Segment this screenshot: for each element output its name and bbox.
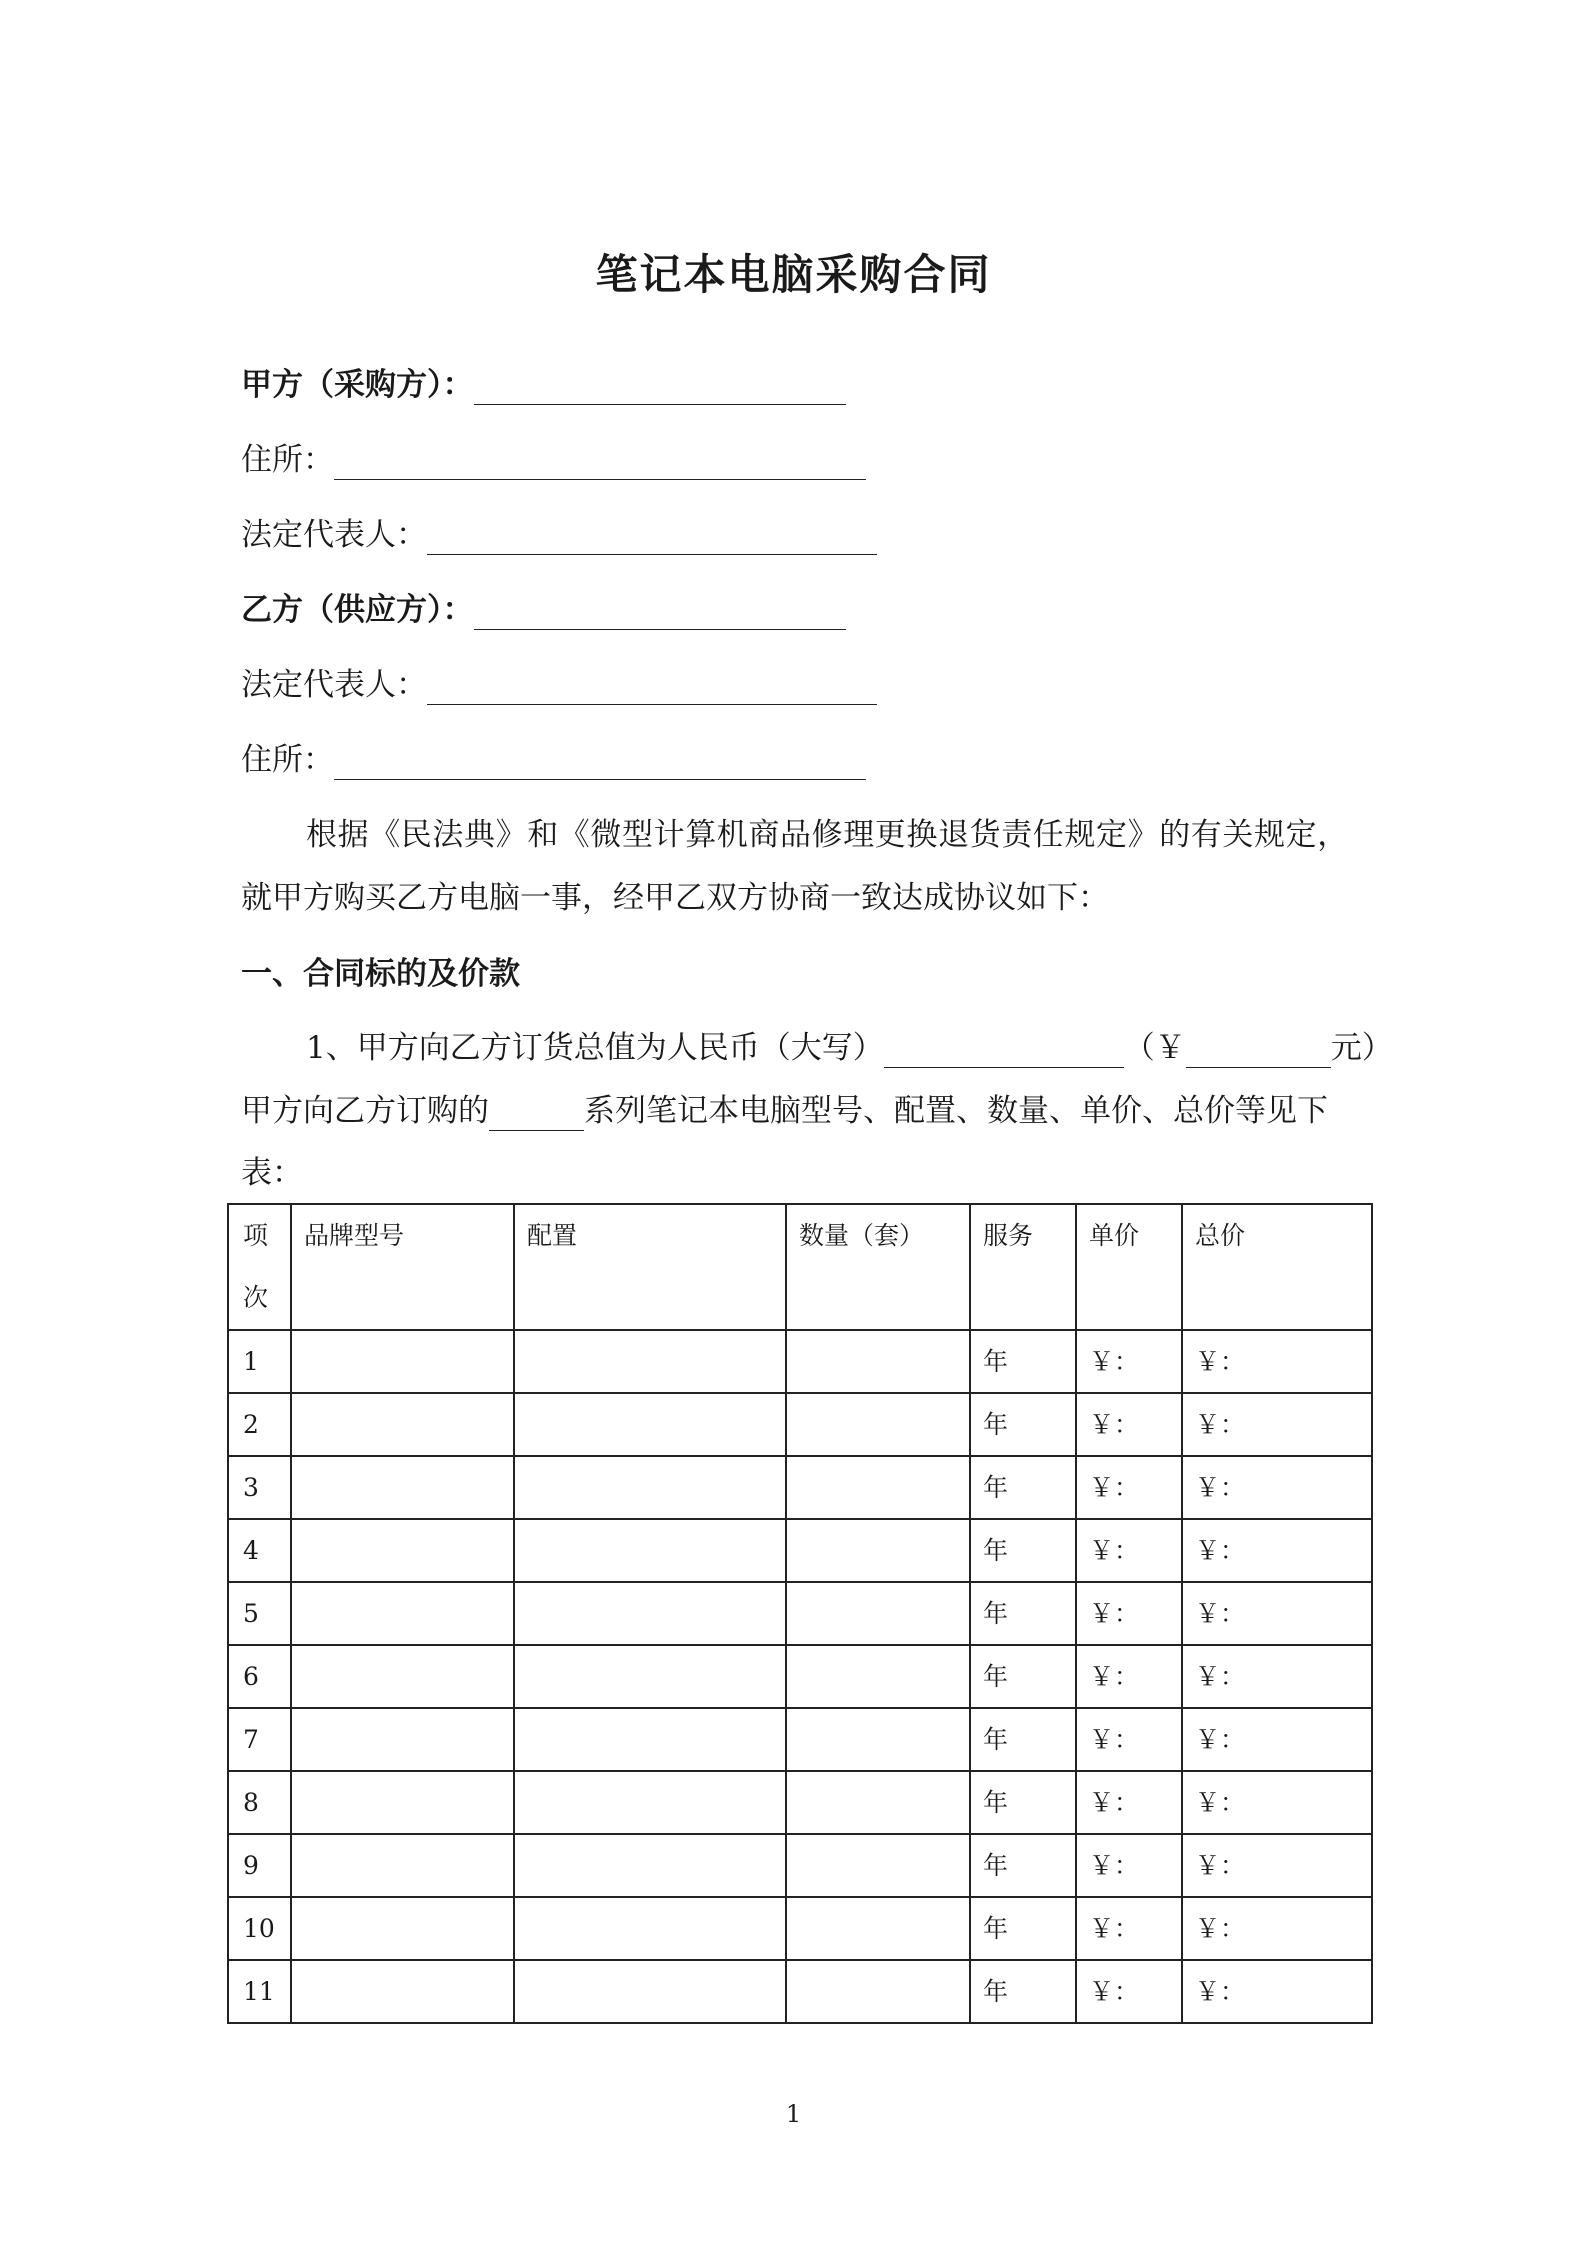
cell-brand[interactable] <box>291 1708 514 1771</box>
cell-service: 年 <box>970 1897 1076 1960</box>
order-items-table <box>227 1203 1373 2024</box>
document-title: 笔记本电脑采购合同 <box>595 250 992 299</box>
cell-unit-price: ￥： <box>1076 1897 1182 1960</box>
party-b-rep-label: 法定代表人： <box>241 667 427 703</box>
section-1-paragraph-line-2 <box>241 1091 1328 1131</box>
party-b-label: 乙方（供应方）： <box>241 592 474 628</box>
cell-total-price: ￥： <box>1182 1708 1372 1771</box>
cell-service: 年 <box>970 1393 1076 1456</box>
cell-total-price: ￥： <box>1182 1960 1372 2023</box>
cell-index: 8 <box>228 1771 291 1834</box>
cell-unit-price: ￥： <box>1076 1519 1182 1582</box>
party-a-rep-blank[interactable] <box>427 524 877 555</box>
cell-unit-price: ￥： <box>1076 1708 1182 1771</box>
cell-brand[interactable] <box>291 1645 514 1708</box>
header-index: 项 次 <box>228 1204 291 1330</box>
cell-quantity[interactable] <box>786 1708 970 1771</box>
cell-config[interactable] <box>514 1582 786 1645</box>
party-a-rep-label: 法定代表人： <box>241 517 427 553</box>
header-service: 服务 <box>970 1204 1076 1330</box>
cell-total-price: ￥： <box>1182 1834 1372 1897</box>
cell-total-price: ￥： <box>1182 1330 1372 1393</box>
table-row <box>228 1897 1372 1960</box>
cell-service: 年 <box>970 1771 1076 1834</box>
cell-quantity[interactable] <box>786 1834 970 1897</box>
party-a-address-label: 住所： <box>241 442 334 478</box>
cell-index: 9 <box>228 1834 291 1897</box>
cell-service: 年 <box>970 1834 1076 1897</box>
party-a-blank[interactable] <box>474 374 846 405</box>
cell-total-price: ￥： <box>1182 1582 1372 1645</box>
header-unit-price: 单价 <box>1076 1204 1182 1330</box>
cell-unit-price: ￥： <box>1076 1645 1182 1708</box>
table-row <box>228 1960 1372 2023</box>
cell-index: 6 <box>228 1645 291 1708</box>
table-row <box>228 1519 1372 1582</box>
cell-index: 5 <box>228 1582 291 1645</box>
cell-index: 3 <box>228 1456 291 1519</box>
table-row <box>228 1393 1372 1456</box>
cell-config[interactable] <box>514 1897 786 1960</box>
cell-brand[interactable] <box>291 1834 514 1897</box>
cell-total-price: ￥： <box>1182 1393 1372 1456</box>
amount-words-blank[interactable] <box>884 1037 1124 1068</box>
header-brand: 品牌型号 <box>291 1204 514 1330</box>
cell-unit-price: ￥： <box>1076 1330 1182 1393</box>
page-number: 1 <box>785 2100 802 2128</box>
table-row <box>228 1645 1372 1708</box>
party-a-address-line <box>241 440 866 480</box>
cell-config[interactable] <box>514 1456 786 1519</box>
cell-unit-price: ￥： <box>1076 1771 1182 1834</box>
cell-quantity[interactable] <box>786 1771 970 1834</box>
section-1-heading: 一、合同标的及价款 <box>241 956 520 992</box>
table-row <box>228 1582 1372 1645</box>
table-row <box>228 1834 1372 1897</box>
series-blank[interactable] <box>489 1100 584 1131</box>
cell-service: 年 <box>970 1582 1076 1645</box>
cell-unit-price: ￥： <box>1076 1393 1182 1456</box>
cell-total-price: ￥： <box>1182 1645 1372 1708</box>
cell-config[interactable] <box>514 1645 786 1708</box>
cell-config[interactable] <box>514 1960 786 2023</box>
table-row <box>228 1771 1372 1834</box>
table-row <box>228 1456 1372 1519</box>
party-a-label: 甲方（采购方）： <box>241 367 474 403</box>
party-b-address-blank[interactable] <box>334 749 866 780</box>
cell-quantity[interactable] <box>786 1960 970 2023</box>
cell-unit-price: ￥： <box>1076 1834 1182 1897</box>
cell-config[interactable] <box>514 1519 786 1582</box>
cell-config[interactable] <box>514 1330 786 1393</box>
cell-quantity[interactable] <box>786 1393 970 1456</box>
cell-quantity[interactable] <box>786 1582 970 1645</box>
cell-quantity[interactable] <box>786 1456 970 1519</box>
cell-config[interactable] <box>514 1708 786 1771</box>
table-header-row <box>228 1204 1372 1330</box>
cell-brand[interactable] <box>291 1897 514 1960</box>
amount-yuan-close: 元） <box>1330 1030 1393 1066</box>
cell-unit-price: ￥： <box>1076 1960 1182 2023</box>
cell-index: 2 <box>228 1393 291 1456</box>
cell-config[interactable] <box>514 1771 786 1834</box>
cell-index: 4 <box>228 1519 291 1582</box>
cell-total-price: ￥： <box>1182 1897 1372 1960</box>
cell-service: 年 <box>970 1960 1076 2023</box>
cell-brand[interactable] <box>291 1771 514 1834</box>
intro-line-1: 根据《民法典》和《微型计算机商品修理更换退货责任规定》的有关规定， <box>306 817 1349 853</box>
cell-service: 年 <box>970 1456 1076 1519</box>
cell-total-price: ￥： <box>1182 1456 1372 1519</box>
cell-index: 7 <box>228 1708 291 1771</box>
cell-total-price: ￥： <box>1182 1771 1372 1834</box>
cell-quantity[interactable] <box>786 1897 970 1960</box>
header-quantity: 数量（套） <box>786 1204 970 1330</box>
cell-brand[interactable] <box>291 1393 514 1456</box>
cell-config[interactable] <box>514 1834 786 1897</box>
header-total-price: 总价 <box>1182 1204 1372 1330</box>
cell-service: 年 <box>970 1645 1076 1708</box>
amount-number-blank[interactable] <box>1186 1037 1331 1068</box>
intro-line-2: 就甲方购买乙方电脑一事，经甲乙双方协商一致达成协议如下： <box>241 880 1109 916</box>
cell-unit-price: ￥： <box>1076 1456 1182 1519</box>
table-row <box>228 1708 1372 1771</box>
section-1-paragraph-line-1 <box>306 1028 1393 1068</box>
cell-quantity[interactable] <box>786 1519 970 1582</box>
party-b-rep-blank[interactable] <box>427 674 877 705</box>
cell-brand[interactable] <box>291 1960 514 2023</box>
cell-service: 年 <box>970 1519 1076 1582</box>
order-description: 系列笔记本电脑型号、配置、数量、单价、总价等见下 <box>584 1093 1328 1129</box>
section-1-paragraph-line-3: 表： <box>241 1155 303 1191</box>
cell-index: 10 <box>228 1897 291 1960</box>
cell-index: 1 <box>228 1330 291 1393</box>
cell-unit-price: ￥： <box>1076 1582 1182 1645</box>
cell-quantity[interactable] <box>786 1330 970 1393</box>
party-a-rep-line <box>241 515 877 555</box>
cell-brand[interactable] <box>291 1330 514 1393</box>
party-b-address-line <box>241 740 866 780</box>
party-a-line <box>241 365 846 405</box>
amount-yen-open: （￥ <box>1123 1030 1186 1066</box>
party-b-line <box>241 590 846 630</box>
cell-brand[interactable] <box>291 1519 514 1582</box>
party-b-rep-line <box>241 665 877 705</box>
cell-service: 年 <box>970 1330 1076 1393</box>
cell-index: 11 <box>228 1960 291 2023</box>
cell-service: 年 <box>970 1708 1076 1771</box>
order-label: 甲方向乙方订购的 <box>241 1093 489 1129</box>
header-config: 配置 <box>514 1204 786 1330</box>
party-b-blank[interactable] <box>474 599 846 630</box>
party-b-address-label: 住所： <box>241 742 334 778</box>
cell-brand[interactable] <box>291 1456 514 1519</box>
total-amount-label: 1、甲方向乙方订货总值为人民币（大写） <box>306 1030 884 1066</box>
cell-quantity[interactable] <box>786 1645 970 1708</box>
cell-brand[interactable] <box>291 1582 514 1645</box>
table-row <box>228 1330 1372 1393</box>
party-a-address-blank[interactable] <box>334 449 866 480</box>
cell-total-price: ￥： <box>1182 1519 1372 1582</box>
cell-config[interactable] <box>514 1393 786 1456</box>
